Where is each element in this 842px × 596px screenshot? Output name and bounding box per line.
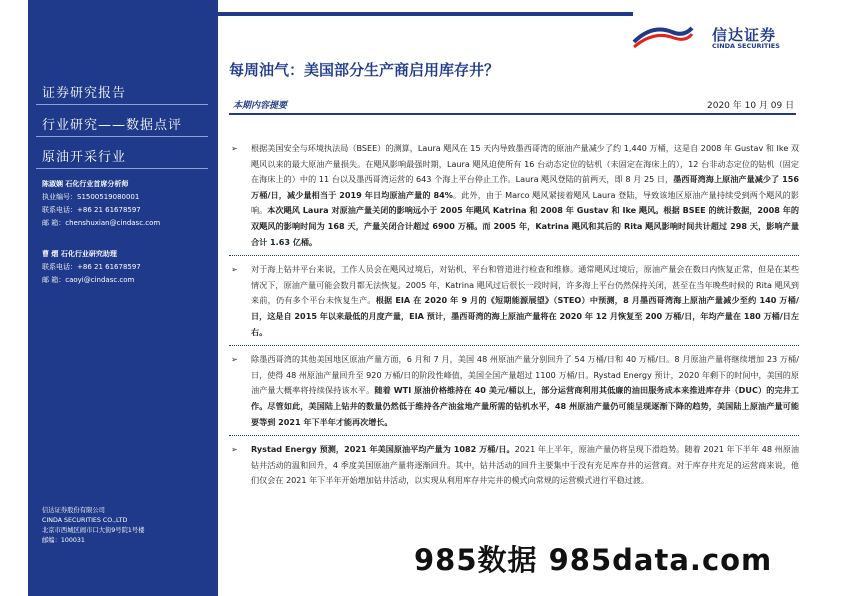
summary-paragraph [229, 262, 799, 340]
watermark: 985数据 985data.com [414, 543, 773, 577]
company-address: 北京市西城区闹市口大街9号院1号楼 [42, 527, 145, 534]
summary-content [229, 141, 799, 489]
summary-paragraph [229, 442, 799, 489]
text-run: 对于海上钻井平台来说，工作人员会在飓风过境后，对钻机、平台和管道进行检查和维修。通常飓风过境后，原油产量会在数日内恢复正常，但是在某些情况下，原油产量可能会数月都无法恢复。2005 年，Katrina 飓风过后很长一段时间，许多海上平台仍然保持关闭，甚至在当年晚些时候的 Rita 飓风到来前，仍有多个平台未恢复生产。 [251, 264, 799, 306]
bullet-icon: ➢ [231, 144, 238, 153]
assistant-phone: 联系电话：+86 21 61678597 [42, 263, 141, 271]
bullet-icon: ➢ [231, 265, 238, 275]
industry-label: 行业研究——数据点评 [42, 118, 183, 133]
bold-text: 随着 WTI 原油价格维持在 40 美元/桶以上，部分运营商利用其低廉的油田服务成本来推进库存井（DUC）的完井工作。尽管如此，美国陆上钻井的数量仍然低于维持各产油盆地产量所需的钻机水平，48 州原油产量仍可能呈现逐渐下降的趋势，美国陆上原油产量可能要等到 2021 年下半年才能再次增长。 [251, 385, 799, 427]
report-date: 2020 年 10 月 09 日 [707, 101, 795, 111]
section-divider [229, 113, 796, 115]
section-heading: 本期内容提要 [233, 101, 288, 111]
bullet-icon: ➢ [231, 445, 238, 455]
paragraph-separator [229, 345, 799, 346]
paragraph-separator [229, 255, 799, 256]
paragraph-separator [229, 435, 799, 436]
sidebar [28, 0, 218, 596]
text-run: 除墨西哥湾的其他美国地区原油产量方面，6 月和 7 月，美国 48 州原油产量分别回升了 54 万桶/日和 40 万桶/日。8 月原油产量将继续增加 23 万桶/日，使得 48 州原油产量回升至 920 万桶/日的阶段性峰值，美国全国产量超过 1100 万桶/日。Rystad Energy 预计，2020 年剩下的时间中，美国的原油产量大概率将持续保持该水平。 [251, 354, 799, 396]
sector-label: 原油开采行业 [42, 150, 127, 165]
text-run: 根据美国安全与环境执法局（BSEE）的测算，Laura 飓风在 15 天内导致墨西哥湾的原油产量减少了约 1,440 万桶，这是自 2008 年 Gustav 和 Ike 双飓风以来的最大原油产量损失。在飓风影响最强时期，Laura 飓风迫使所有 16 台动态定位的钻机（未固定在海床上的），12 台非动态定位的钻机（固定在海床上的）中的 11 台以及墨西哥湾运营的 643 个海上平台停止工作。Laura 飓风登陆的前两天，即 8 月 25 日， [251, 143, 799, 185]
company-en: CINDA SECURITIES CO.,LTD [42, 517, 128, 524]
bold-text: 本次飓风 Laura 对原油产量关闭的影响远小于 2005 年飓风 Katrina 和 2008 年 Gustav 和 Ike 飓风。根据 BSEE 的统计数据，2008 年的双飓风的影响时间为 168 天，产量关闭合计超过 6900 万桶。而 2005 年，Katrina 飓风和其后的 Rita 飓风影响时间共计超过 298 天，影响产量合计 1.63 亿桶。 [251, 205, 799, 247]
sidebar-divider [36, 136, 208, 137]
summary-paragraph [229, 141, 799, 250]
report-type: 证券研究报告 [42, 86, 127, 101]
logo-subtext: CINDA SECURITIES [712, 42, 780, 50]
bold-text: 根据 EIA 在 2020 年 9 月的《短期能源展望》（STEO）中预测，8 月墨西哥湾海上原油产量减少至约 140 万桶/日，这是自 2015 年以来最低的月度产量，EIA 预计，墨西哥湾的海上原油产量将在 2020 年 12 月恢复至 200 万桶/日，年均产量在 180 万桶/日左右。 [251, 295, 799, 337]
company-footer [42, 506, 214, 546]
sidebar-divider [36, 104, 208, 105]
text-run: 2021 年上半年，原油产量仍将呈现下滑趋势。随着 2021 年下半年 48 州原油钻井活动的温和回升，4 季度美国原油产量将逐渐回升。其中，钻井活动的回升主要集中于没有充足库存井的运营商。对于库存井充足的运营商来说，他们仅会在 2021 年下半年开始增加钻井活动，以实现从利用库存井完井的模式向常规的运营模式进行平稳过渡。 [251, 444, 799, 486]
assistant-name: 曹 熠 石化行业研究助理 [42, 250, 117, 258]
assistant-email[interactable]: 邮 箱：caoyi@cindasc.com [42, 276, 135, 284]
analyst-license: 执业编号：S1500519080001 [42, 193, 140, 201]
analyst-name: 陈淑娴 石化行业首席分析师 [42, 180, 129, 188]
bullet-icon: ➢ [231, 355, 238, 365]
assistant-card [42, 248, 212, 287]
company-cn: 信达证券股份有限公司 [42, 507, 105, 514]
company-postcode: 邮编：100031 [42, 537, 85, 544]
logo-text: 信达证券 [712, 26, 777, 44]
page-title: 每周油气：美国部分生产商启用库存井？ [229, 61, 500, 79]
analyst-email[interactable]: 邮 箱：chenshuxian@cindasc.com [42, 219, 161, 227]
cinda-logo-icon [632, 22, 694, 50]
sidebar-divider [36, 168, 208, 169]
analyst-card [42, 178, 212, 230]
text-run: 。此外，由于 Marco 飓风紧接着飓风 Laura 登陆，导致该地区原油产量持续受到两个飓风的影响。 [251, 189, 799, 216]
bold-text: 墨西哥湾海上原油产量减少了 156 万桶/日，减少量相当于 2019 年日均原油产量的 84% [251, 174, 799, 200]
summary-paragraph [229, 352, 799, 430]
analyst-phone: 联系电话：+86 21 61678597 [42, 206, 141, 214]
bold-text: Rystad Energy 预测，2021 年美国原油平均产量为 1082 万桶/日。 [251, 444, 515, 455]
header-bar [218, 12, 633, 16]
